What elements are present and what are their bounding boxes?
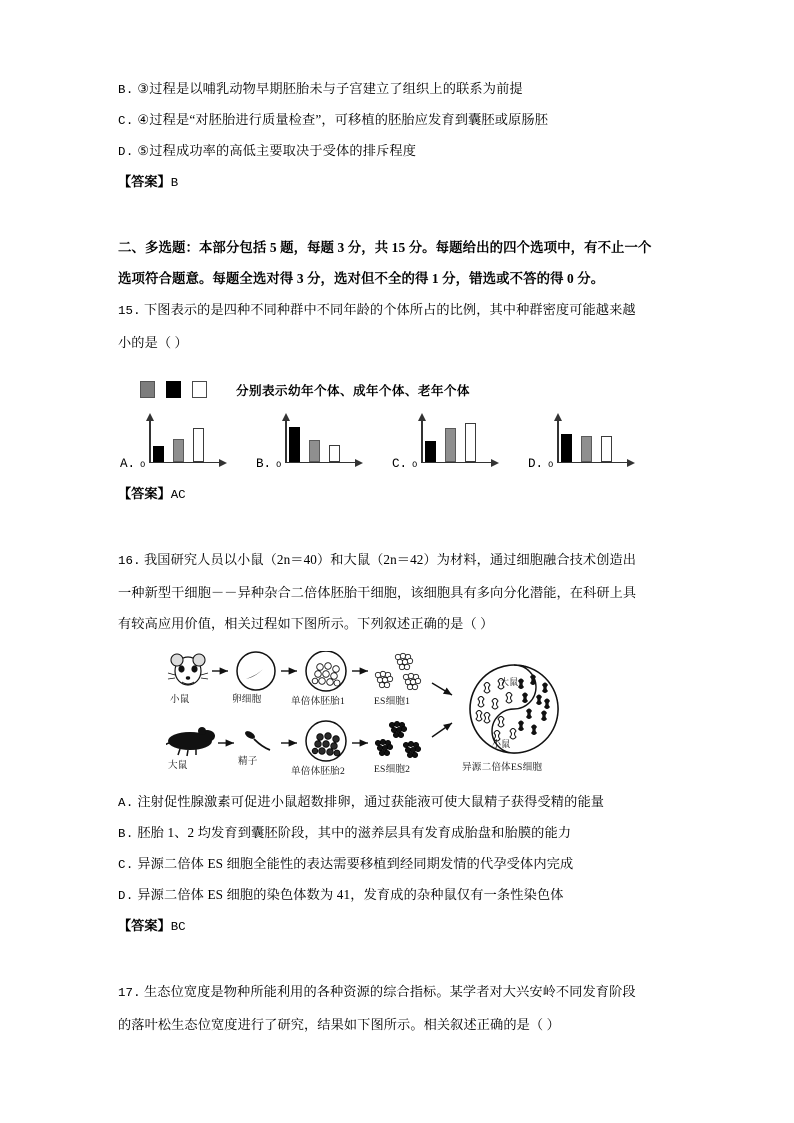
option-row <box>118 74 678 105</box>
section-heading-line: 选项符合题意。每题全选对得 3 分，选对但不全的得 1 分，错选或不答的得 0 分。 <box>118 271 605 286</box>
answer-value: AC <box>170 488 186 502</box>
diagram-label-es-cell-2: ES细胞2 <box>374 764 411 775</box>
chart-letter: C. <box>392 457 408 471</box>
option-row <box>118 818 678 849</box>
option-row <box>118 880 678 911</box>
bar <box>309 440 320 462</box>
bar-chart-c <box>411 413 503 473</box>
spacer <box>118 510 678 544</box>
bar <box>153 446 164 462</box>
y-axis <box>285 415 286 463</box>
diagram-label-hybrid-mouse: 小鼠 <box>492 739 511 749</box>
diagram-label-hybrid-rat: 大鼠 <box>500 677 519 687</box>
rat-illustration-icon <box>166 727 215 756</box>
bar <box>465 423 476 462</box>
diagram-label-es-cell-1: ES细胞1 <box>374 696 411 707</box>
question-17-stem-cont: 的落叶松生态位宽度进行了研究，结果如下图所示。相关叙述正确的是（ ） <box>118 1017 560 1032</box>
option-label: D. <box>118 145 134 159</box>
bar <box>445 428 456 462</box>
option-text: ③过程是以哺乳动物早期胚胎未与子宫建立了组织上的联系为前提 <box>137 81 523 96</box>
option-text: 异源二倍体 ES 细胞全能性的表达需要移植到经同期发情的代孕受体内完成 <box>137 856 574 871</box>
spacer <box>118 198 678 232</box>
legend-swatch-juvenile <box>140 381 155 398</box>
q15-chart-row <box>120 413 678 473</box>
bar <box>561 434 572 462</box>
diagram-label-heterodiploid-es-cell: 异源二倍体ES细胞 <box>462 762 543 773</box>
option-label: A. <box>118 796 134 810</box>
option-text: 胚胎 1、2 均发育到囊胚阶段，其中的滋养层具有发育成胎盘和胎膜的能力 <box>137 825 572 840</box>
option-row <box>118 787 678 818</box>
q15-legend <box>140 380 678 399</box>
question-number: 17. <box>118 986 141 1000</box>
x-axis-arrow-icon <box>355 459 363 467</box>
option-label: B. <box>118 827 134 841</box>
option-label: D. <box>118 889 134 903</box>
option-text: ⑤过程成功率的高低主要取决于受体的排斥程度 <box>137 143 417 158</box>
y-axis <box>421 415 422 463</box>
origin-label: O <box>412 460 418 470</box>
arrow-icon <box>432 683 452 695</box>
es-cell-2-icon <box>375 721 420 757</box>
question-15-stem <box>118 294 678 327</box>
bar-group <box>561 416 625 462</box>
x-axis-arrow-icon <box>219 459 227 467</box>
option-label: C. <box>118 858 134 872</box>
page-content <box>118 74 678 1040</box>
answer-prefix: 【答案】 <box>118 918 171 933</box>
question-stem-text: 我国研究人员以小鼠（2n＝40）和大鼠（2n＝42）为材料，通过细胞融合技术创造出 <box>144 552 637 567</box>
option-row <box>118 849 678 880</box>
diagram-label-egg-cell: 卵细胞 <box>232 694 262 705</box>
diagram-label-haploid-embryo-1: 单倍体胚胎1 <box>291 696 345 707</box>
chart-letter: B. <box>256 457 272 471</box>
y-axis <box>557 415 558 463</box>
bar <box>425 441 436 462</box>
bar-chart-a <box>139 413 231 473</box>
chart-option-b <box>256 413 392 473</box>
question-16-stem-cont: 一种新型干细胞－－异种杂合二倍体胚胎干细胞，该细胞具有多向分化潜能，在科研上具 <box>118 585 637 600</box>
bar-chart-b <box>275 413 367 473</box>
answer-value: B <box>170 176 179 190</box>
origin-label: O <box>276 460 282 470</box>
x-axis-arrow-icon <box>627 459 635 467</box>
spacer <box>118 942 678 976</box>
diagram-label-sperm: 精子 <box>238 756 258 767</box>
answer-prefix: 【答案】 <box>118 174 171 189</box>
bar <box>193 428 204 462</box>
legend-swatch-elderly <box>192 381 207 398</box>
chart-option-a <box>120 413 256 473</box>
arrow-icon <box>432 723 452 737</box>
question-15-stem-cont: 小的是（ ） <box>118 335 188 350</box>
option-text: 异源二倍体 ES 细胞的染色体数为 41，发育成的杂种鼠仅有一条性染色体 <box>137 887 564 902</box>
option-text: 注射促性腺激素可促进小鼠超数排卵，通过获能液可使大鼠精子获得受精的能量 <box>137 794 605 809</box>
diagram-label-mouse: 小鼠 <box>170 694 190 705</box>
q16-process-diagram <box>166 651 586 779</box>
chart-option-d <box>528 413 664 473</box>
bar-group <box>289 416 353 462</box>
question-16-stem <box>118 544 678 577</box>
answer-row <box>118 911 678 942</box>
legend-caption: 分别表示幼年个体、成年个体、老年个体 <box>236 384 470 398</box>
diagram-label-haploid-embryo-2: 单倍体胚胎2 <box>291 766 345 777</box>
chart-option-c <box>392 413 528 473</box>
answer-row <box>118 479 678 510</box>
origin-label: O <box>140 460 146 470</box>
mouse-illustration-icon <box>168 654 208 685</box>
legend-swatch-adult <box>166 381 181 398</box>
question-number: 16. <box>118 554 141 568</box>
option-row <box>118 105 678 136</box>
diagram-label-rat: 大鼠 <box>168 760 188 771</box>
es-cell-1-icon <box>375 653 420 689</box>
answer-value: BC <box>170 920 186 934</box>
origin-label: O <box>548 460 554 470</box>
option-text: ④过程是“对胚胎进行质量检查”，可移植的胚胎应发育到囊胚或原肠胚 <box>137 112 549 127</box>
option-label: C. <box>118 114 134 128</box>
section-heading-line: 二、多选题：本部分包括 5 题，每题 3 分，共 15 分。每题给出的四个选项中，有不止一个 <box>118 240 652 255</box>
egg-cell-icon <box>237 652 275 690</box>
haploid-embryo-2-icon <box>306 721 346 761</box>
option-label: B. <box>118 83 134 97</box>
chart-letter: A. <box>120 457 136 471</box>
question-16-stem-cont: 有较高应用价值，相关过程如下图所示。下列叙述正确的是（ ） <box>118 616 494 631</box>
answer-row <box>118 167 678 198</box>
answer-prefix: 【答案】 <box>118 486 171 501</box>
question-number: 15. <box>118 304 141 318</box>
bar <box>289 427 300 462</box>
question-stem-text: 下图表示的是四种不同种群中不同年龄的个体所占的比例，其中种群密度可能越来越 <box>144 302 636 317</box>
question-stem-text: 生态位宽度是物种所能利用的各种资源的综合指标。某学者对大兴安岭不同发育阶段 <box>144 984 636 999</box>
sperm-icon <box>244 730 270 750</box>
bar <box>329 445 340 462</box>
question-17-stem <box>118 976 678 1009</box>
chart-letter: D. <box>528 457 544 471</box>
bar <box>173 439 184 462</box>
y-axis <box>149 415 150 463</box>
haploid-embryo-1-icon <box>306 651 346 691</box>
bar <box>581 436 592 462</box>
bar <box>601 436 612 462</box>
bar-group <box>153 416 217 462</box>
x-axis-arrow-icon <box>491 459 499 467</box>
bar-group <box>425 416 489 462</box>
option-row <box>118 136 678 167</box>
bar-chart-d <box>547 413 639 473</box>
